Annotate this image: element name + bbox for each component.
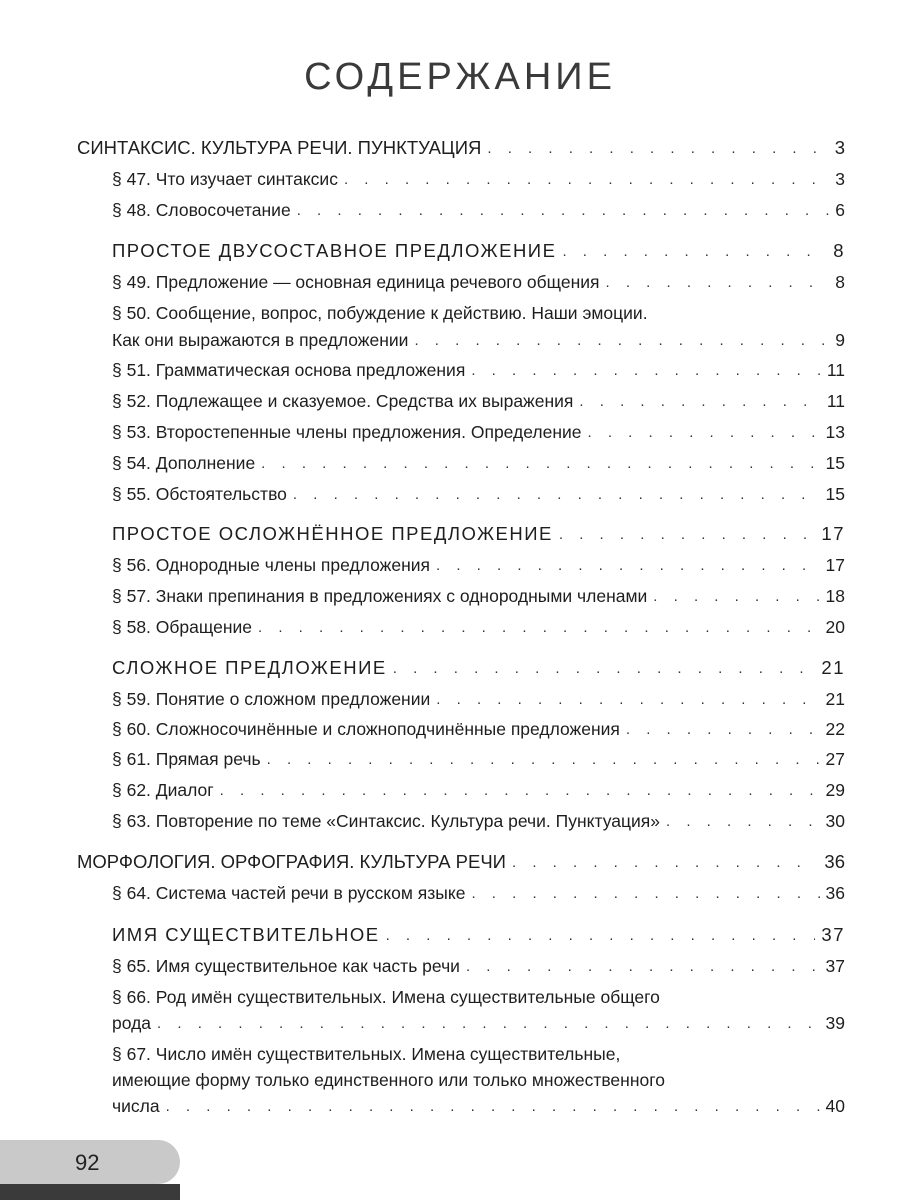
page-title: СОДЕРЖАНИЕ [304, 56, 616, 98]
toc-item-55[interactable]: § 55. Обстоятельство . . . 15 [112, 483, 845, 505]
toc-item-67[interactable]: § 67. Число имён существительных. Имена существительные, [112, 1044, 621, 1064]
toc-item-63[interactable]: § 63. Повторение по теме «Синтаксис. Культура речи. Пунктуация» . . . 30 [112, 810, 845, 832]
toc-item-49[interactable]: § 49. Предложение — основная единица речевого общения . . . 8 [112, 271, 845, 293]
toc-item-47[interactable]: § 47. Что изучает синтаксис . . . 3 [112, 168, 845, 190]
toc-item-65[interactable]: § 65. Имя существительное как часть речи . . . 37 [112, 955, 845, 977]
toc-item-48[interactable]: § 48. Словосочетание . . . 6 [112, 199, 845, 221]
toc-heading-complex-sentence[interactable]: СЛОЖНОЕ ПРЕДЛОЖЕНИЕ . . . 21 [112, 657, 845, 679]
page-edge-strip [0, 1184, 180, 1200]
toc-item-50-cont[interactable]: Как они выражаются в предложении . . . 9 [112, 329, 845, 351]
toc-item-62[interactable]: § 62. Диалог . . . 29 [112, 779, 845, 801]
toc-item-56[interactable]: § 56. Однородные члены предложения . . . 17 [112, 554, 845, 576]
toc-item-64[interactable]: § 64. Система частей речи в русском языке . . . 36 [112, 882, 845, 904]
toc-item-60[interactable]: § 60. Сложносочинённые и сложноподчинённые предложения . . . 22 [112, 718, 845, 740]
toc-item-52[interactable]: § 52. Подлежащее и сказуемое. Средства их выражения . . . 11 [112, 390, 845, 412]
toc-item-61[interactable]: § 61. Прямая речь . . . 27 [112, 748, 845, 770]
toc-item-66[interactable]: § 66. Род имён существительных. Имена существительные общего [112, 987, 660, 1007]
toc-item-67-cont2[interactable]: числа . . . 40 [112, 1095, 845, 1117]
toc-heading-complicated-sentence[interactable]: ПРОСТОЕ ОСЛОЖНЁННОЕ ПРЕДЛОЖЕНИЕ . . . 17 [112, 523, 845, 545]
toc-item-67-cont1: имеющие форму только единственного или только множественного [112, 1070, 665, 1090]
toc-item-57[interactable]: § 57. Знаки препинания в предложениях с однородными членами . . . 18 [112, 585, 845, 607]
toc-item-58[interactable]: § 58. Обращение . . . 20 [112, 616, 845, 638]
toc-section-morphology[interactable]: МОРФОЛОГИЯ. ОРФОГРАФИЯ. КУЛЬТУРА РЕЧИ . . . 36 [77, 851, 845, 873]
toc-item-66-cont[interactable]: рода . . . 39 [112, 1012, 845, 1034]
toc-item-54[interactable]: § 54. Дополнение . . . 15 [112, 452, 845, 474]
toc-section-syntax[interactable]: СИНТАКСИС. КУЛЬТУРА РЕЧИ. ПУНКТУАЦИЯ . . . 3 [77, 137, 845, 159]
page-number: 92 [75, 1150, 100, 1175]
toc-heading-noun[interactable]: ИМЯ СУЩЕСТВИТЕЛЬНОЕ . . . 37 [112, 924, 845, 946]
toc-item-51[interactable]: § 51. Грамматическая основа предложения . . . 11 [112, 359, 845, 381]
toc-heading-two-part-sentence[interactable]: ПРОСТОЕ ДВУСОСТАВНОЕ ПРЕДЛОЖЕНИЕ . . . 8 [112, 240, 845, 262]
toc-item-50[interactable]: § 50. Сообщение, вопрос, побуждение к действию. Наши эмоции. [112, 303, 648, 323]
toc-item-59[interactable]: § 59. Понятие о сложном предложении . . . 21 [112, 688, 845, 710]
toc-item-53[interactable]: § 53. Второстепенные члены предложения. Определение . . . 13 [112, 421, 845, 443]
